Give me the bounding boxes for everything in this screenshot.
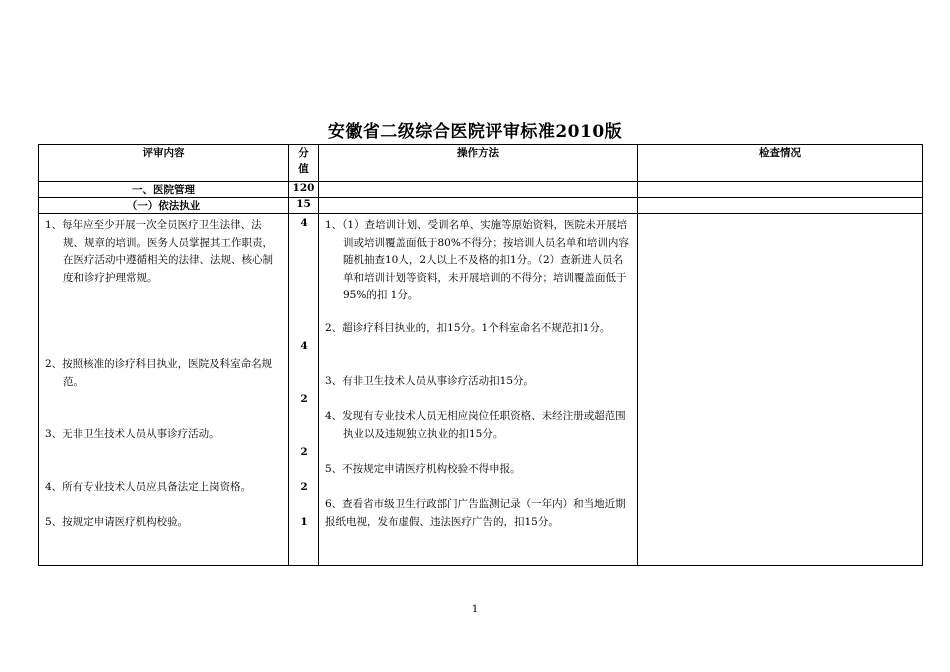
section-row — [39, 182, 923, 198]
section-method-cell — [319, 182, 638, 198]
check-cell — [638, 214, 923, 566]
method-item: 6、查看省市级卫生行政部门广告监测记录（一年内）和当地近期报纸电视，发布虚假、违法医疗广告的，扣15分。 — [325, 498, 626, 528]
score-value: 2 — [300, 446, 308, 458]
table-header-row — [39, 145, 923, 182]
subsection-method-cell — [319, 198, 638, 214]
method-item: 5、不按规定申请医疗机构校验不得申报。 — [325, 463, 521, 475]
method-item: 1、（1）查培训计划、受训名单、实施等原始资料，医院未开展培训或培训覆盖面低于80%不得分；按培训人员名单和培训内容随机抽查10人，2人以上不及格的扣1分。（2）查新进人员名单和培训计划等资料，未开展培训的不得分；培训覆盖面低于95%的扣 1分。 — [325, 219, 629, 301]
score-cell — [289, 214, 319, 566]
subsection-title: （一）依法执业 — [39, 198, 289, 214]
content-row — [39, 214, 923, 566]
method-item: 2、超诊疗科目执业的，扣15分。1个科室命名不规范扣1分。 — [325, 322, 611, 334]
subsection-check-cell — [638, 198, 923, 214]
page-title: 安徽省二级综合医院评审标准2010版 — [327, 122, 623, 142]
method-item: 4、发现有专业技术人员无相应岗位任职资格、未经注册或超范围执业以及违规独立执业的扣15分。 — [325, 410, 626, 440]
method-item: 3、有非卫生技术人员从事诊疗活动扣15分。 — [325, 375, 535, 387]
subsection-score: 15 — [289, 198, 319, 214]
header-score — [289, 145, 319, 182]
list-item: 5、按规定申请医疗机构校验。 — [45, 516, 189, 528]
list-item: 1、每年应至少开展一次全员医疗卫生法律、法规、规章的培训。医务人员掌握其工作职责，在医疗活动中遵循相关的法律、法规、核心制度和诊疗护理常规。 — [45, 219, 273, 284]
score-value: 1 — [300, 516, 308, 528]
header-score-line1: 分 — [298, 147, 309, 159]
method-cell — [319, 214, 638, 566]
evaluation-table — [38, 144, 923, 566]
score-value: 2 — [300, 481, 308, 493]
header-method: 操作方法 — [319, 145, 638, 182]
section-title: 一、医院管理 — [39, 182, 289, 198]
score-value: 2 — [300, 393, 308, 405]
score-value: 4 — [300, 217, 308, 229]
list-item: 2、按照核准的诊疗科目执业，医院及科室命名规范。 — [45, 358, 273, 388]
header-score-line2: 值 — [298, 163, 309, 175]
list-item: 3、无非卫生技术人员从事诊疗活动。 — [45, 428, 220, 440]
score-value: 4 — [300, 340, 308, 352]
section-check-cell — [638, 182, 923, 198]
header-check: 检查情况 — [638, 145, 923, 182]
subsection-row — [39, 198, 923, 214]
list-item: 4、所有专业技术人员应具备法定上岗资格。 — [45, 481, 252, 493]
header-content: 评审内容 — [39, 145, 289, 182]
content-cell — [39, 214, 289, 566]
section-score: 120 — [289, 182, 319, 198]
page-number: 1 — [471, 604, 479, 615]
